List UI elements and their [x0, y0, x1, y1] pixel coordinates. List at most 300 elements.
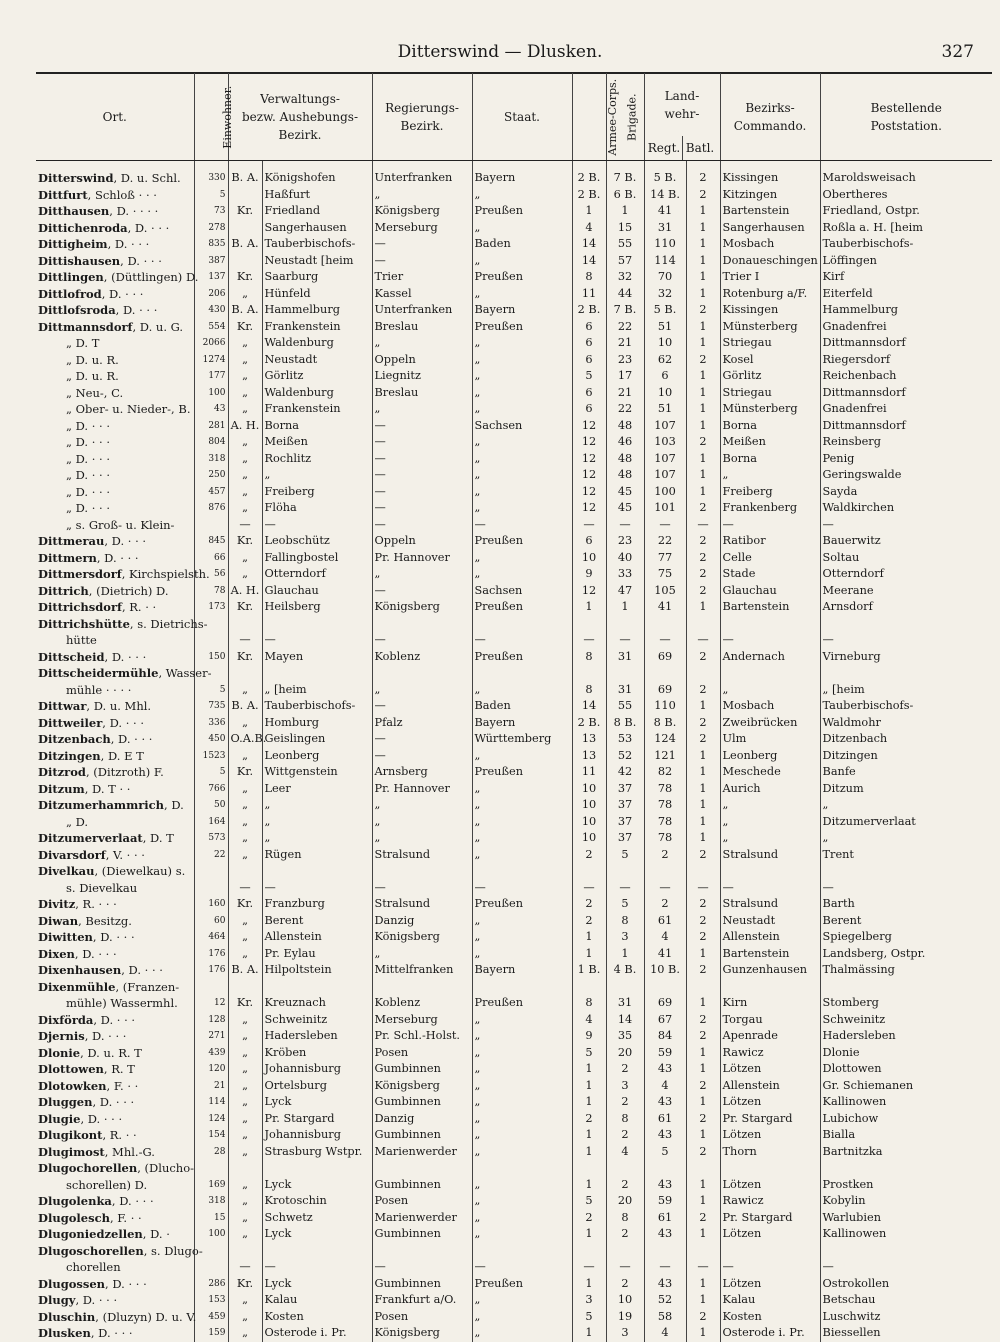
cell-ak: 11 [572, 286, 606, 303]
place-name: Dlottowen [38, 1062, 104, 1076]
cell-staat: Preußen [472, 533, 572, 550]
cell-ort [36, 830, 194, 847]
cell-staat: Preußen [472, 269, 572, 286]
place-name: Dittichenroda [38, 220, 128, 235]
cell-ak [572, 616, 606, 633]
cell-bc: Allenstein [720, 1078, 820, 1095]
cell-ak: 1 [572, 203, 606, 220]
place-type: , D. · · · [92, 1095, 135, 1109]
cell-ak: 2 [572, 896, 606, 913]
cell-rg: 59 [644, 1193, 686, 1210]
cell-bc: Borna [720, 451, 820, 468]
cell-ps: Ditzingen [820, 748, 992, 765]
table-row [36, 616, 992, 633]
place-type: , (Ditzroth) F. [85, 765, 164, 779]
cell-bez: Flöha [262, 500, 372, 517]
cell-bc: „ [720, 682, 820, 699]
cell-br: 20 [606, 1193, 644, 1210]
cell-rg [644, 616, 686, 633]
cell-ort [36, 1012, 194, 1029]
cell-staat: „ [472, 682, 572, 699]
cell-rg: 124 [644, 731, 686, 748]
cell-ort [36, 220, 194, 237]
cell-bt: 2 [686, 715, 720, 732]
place-name: Dlugimost [38, 1144, 105, 1159]
cell-staat: „ [472, 946, 572, 963]
cell-reg: — [372, 880, 472, 897]
cell-bc: „ [720, 814, 820, 831]
cell-ew [194, 880, 228, 897]
place-name: Dlotowken [38, 1078, 107, 1093]
cell-ort [36, 698, 194, 715]
place-type: , (Düttlingen) D. [103, 270, 199, 284]
cell-bez: Franzburg [262, 896, 372, 913]
cell-bt: 2 [686, 929, 720, 946]
place-type: , F. · · [106, 1078, 139, 1093]
cell-ort [36, 1259, 194, 1276]
cell-ort [36, 1078, 194, 1095]
cell-vw: „ [228, 929, 262, 946]
place-type: , D. [164, 798, 184, 812]
cell-staat: Preußen [472, 1276, 572, 1293]
cell-bt: 2 [686, 1111, 720, 1128]
cell-bez: Kosten [262, 1309, 372, 1326]
place-type: , D. · · · [80, 1111, 123, 1126]
cell-reg: „ [372, 566, 472, 583]
table-row [36, 550, 992, 567]
cell-vw: — [228, 880, 262, 897]
cell-ak: 10 [572, 797, 606, 814]
cell-reg: — [372, 500, 472, 517]
cell-ak: 13 [572, 731, 606, 748]
cell-rg: 75 [644, 566, 686, 583]
table-row [36, 1012, 992, 1029]
place-type: „ D. · · · [66, 418, 111, 433]
cell-rg: 10 B. [644, 962, 686, 979]
place-type: , R. · · · [75, 897, 117, 911]
cell-staat: „ [472, 1309, 572, 1326]
cell-ort [36, 599, 194, 616]
cell-vw [228, 220, 262, 237]
cell-bc: Bartenstein [720, 203, 820, 220]
col-header-ort: Ort. [102, 109, 127, 124]
cell-vw: „ [228, 434, 262, 451]
table-row [36, 187, 992, 204]
table-row [36, 1226, 992, 1243]
cell-reg: Posen [372, 1045, 472, 1062]
cell-ort [36, 1325, 194, 1342]
cell-rg: 5 [644, 1144, 686, 1161]
cell-staat: Preußen [472, 896, 572, 913]
cell-rg: 61 [644, 913, 686, 930]
cell-reg [372, 979, 472, 996]
cell-staat: Preußen [472, 995, 572, 1012]
cell-bc [720, 665, 820, 682]
cell-vw: „ [228, 484, 262, 501]
cell-staat: Sachsen [472, 583, 572, 600]
cell-ps: Schweinitz [820, 1012, 992, 1029]
cell-br: 2 [606, 1127, 644, 1144]
cell-staat: „ [472, 1325, 572, 1342]
cell-br: 2 [606, 1061, 644, 1078]
cell-vw [228, 1243, 262, 1260]
cell-ort [36, 1061, 194, 1078]
cell-vw: Kr. [228, 995, 262, 1012]
cell-ak: 10 [572, 781, 606, 798]
cell-ps: Dittmannsdorf [820, 385, 992, 402]
cell-bt [686, 1160, 720, 1177]
cell-bc: Thorn [720, 1144, 820, 1161]
cell-ps: Roßla a. H. [heim [820, 220, 992, 237]
cell-ak: 10 [572, 550, 606, 567]
cell-bc: Celle [720, 550, 820, 567]
cell-reg: Gumbinnen [372, 1094, 472, 1111]
table-row [36, 566, 992, 583]
cell-br: 5 [606, 847, 644, 864]
cell-ps: Reinsberg [820, 434, 992, 451]
place-type: , D. · · · [101, 286, 144, 301]
cell-br: 48 [606, 451, 644, 468]
place-type: mühle · · · · [66, 682, 132, 697]
cell-bez: Neustadt [262, 352, 372, 369]
cell-bez: Görlitz [262, 368, 372, 385]
cell-bez [262, 616, 372, 633]
cell-rg: 10 [644, 385, 686, 402]
cell-bc: Donaueschingen [720, 253, 820, 270]
cell-ak: 1 [572, 1226, 606, 1243]
cell-ps: Meerane [820, 583, 992, 600]
cell-br: 8 [606, 1210, 644, 1227]
cell-br: — [606, 517, 644, 534]
cell-bez: Homburg [262, 715, 372, 732]
cell-bez [262, 1243, 372, 1260]
cell-vw: „ [228, 1193, 262, 1210]
place-type: , Kirchspielsth. [121, 567, 210, 581]
cell-br: 48 [606, 467, 644, 484]
place-type: , D. · · · [84, 1029, 127, 1043]
table-row [36, 599, 992, 616]
cell-reg [372, 1243, 472, 1260]
place-type: s. Dievelkau [66, 880, 138, 895]
place-name: Dlugikont [38, 1128, 103, 1142]
cell-rg: 41 [644, 599, 686, 616]
cell-bt: — [686, 1259, 720, 1276]
cell-staat: Bayern [472, 160, 572, 187]
place-name: Dlugossen [38, 1276, 106, 1291]
table-row [36, 451, 992, 468]
cell-rg: 43 [644, 1094, 686, 1111]
cell-bt: 2 [686, 1078, 720, 1095]
cell-ak: 1 [572, 1325, 606, 1342]
table-row [36, 335, 992, 352]
cell-br: 33 [606, 566, 644, 583]
cell-br: 3 [606, 1078, 644, 1095]
cell-ort [36, 979, 194, 996]
cell-ort [36, 962, 194, 979]
cell-ak: — [572, 880, 606, 897]
cell-ps: Arnsdorf [820, 599, 992, 616]
cell-ort [36, 913, 194, 930]
cell-reg: — [372, 1259, 472, 1276]
table-row [36, 946, 992, 963]
cell-bt: 1 [686, 748, 720, 765]
cell-ort [36, 269, 199, 286]
table-row [36, 583, 992, 600]
cell-rg: 110 [644, 698, 686, 715]
cell-vw: B. A. [228, 236, 262, 253]
table-row [36, 1292, 992, 1309]
cell-vw: Kr. [228, 319, 262, 336]
cell-ort [36, 467, 194, 484]
cell-ak: 8 [572, 269, 606, 286]
cell-br: 44 [606, 286, 644, 303]
cell-vw: „ [228, 946, 262, 963]
cell-rg: 69 [644, 995, 686, 1012]
place-name: Dittlingen [38, 270, 104, 284]
table-row [36, 814, 992, 831]
cell-bez: Lyck [262, 1094, 372, 1111]
cell-bc: Bartenstein [720, 599, 820, 616]
cell-rg: 43 [644, 1061, 686, 1078]
cell-bez: Geislingen [262, 731, 372, 748]
cell-rg: 69 [644, 649, 686, 666]
cell-ort [36, 203, 194, 220]
cell-staat [472, 1160, 572, 1177]
cell-bc: — [720, 880, 820, 897]
cell-vw: „ [228, 385, 262, 402]
cell-rg: 61 [644, 1111, 686, 1128]
cell-bez: „ [262, 814, 372, 831]
cell-br: 31 [606, 682, 644, 699]
cell-bc: Bartenstein [720, 946, 820, 963]
cell-reg: Trier [372, 269, 472, 286]
cell-vw: „ [228, 814, 262, 831]
cell-ort [36, 1210, 194, 1227]
cell-bt: 1 [686, 599, 720, 616]
cell-reg: — [372, 517, 472, 534]
cell-ew: 28 [194, 1144, 228, 1161]
cell-ew: 15 [194, 1210, 228, 1227]
cell-ew: 336 [194, 715, 228, 732]
place-type: , (Franzen- [115, 979, 180, 994]
table-row [36, 896, 992, 913]
cell-ps: Maroldsweisach [820, 160, 992, 187]
cell-vw [228, 1160, 262, 1177]
cell-br: 21 [606, 335, 644, 352]
cell-staat: Sachsen [472, 418, 572, 435]
cell-ps: Bartnitzka [820, 1144, 992, 1161]
cell-bez [262, 863, 372, 880]
cell-bc: Apenrade [720, 1028, 820, 1045]
cell-bc: Kirn [720, 995, 820, 1012]
cell-reg: Kassel [372, 286, 472, 303]
place-name: Ditzrod [38, 765, 86, 779]
cell-bc: Lötzen [720, 1177, 820, 1194]
cell-reg: Merseburg [372, 1012, 472, 1029]
place-type: , D. · · · [110, 732, 153, 746]
cell-ew: 56 [194, 566, 228, 583]
cell-ps [820, 665, 992, 682]
cell-bc: Stralsund [720, 896, 820, 913]
place-type: , s. Dietrichs- [129, 616, 208, 631]
place-type: „ D. · · · [66, 435, 111, 449]
cell-bez: Schweinitz [262, 1012, 372, 1029]
cell-ps: Gr. Schiemanen [820, 1078, 992, 1095]
cell-ps: Dittmannsdorf [820, 335, 992, 352]
cell-staat: „ [472, 1193, 572, 1210]
cell-ak: 1 [572, 1144, 606, 1161]
table-row [36, 368, 992, 385]
cell-ak: 8 [572, 995, 606, 1012]
cell-bt: 1 [686, 484, 720, 501]
cell-vw: „ [228, 335, 262, 352]
cell-bt: 2 [686, 682, 720, 699]
cell-ew: 153 [194, 1292, 228, 1309]
cell-vw: — [228, 632, 262, 649]
cell-bez: Freiberg [262, 484, 372, 501]
cell-vw: B. A. [228, 698, 262, 715]
cell-bc: Mosbach [720, 236, 820, 253]
cell-staat: „ [472, 500, 572, 517]
table-row [36, 1309, 992, 1326]
cell-rg: 107 [644, 467, 686, 484]
cell-bt: 2 [686, 649, 720, 666]
cell-rg: — [644, 632, 686, 649]
cell-vw: „ [228, 1325, 262, 1342]
place-name: Dittmern [38, 550, 97, 565]
cell-vw: „ [228, 1127, 262, 1144]
cell-bt: 2 [686, 434, 720, 451]
cell-rg: 58 [644, 1309, 686, 1326]
cell-rg: 78 [644, 814, 686, 831]
table-row [36, 731, 992, 748]
cell-ew: 21 [194, 1078, 228, 1095]
place-name: Ditzum [38, 781, 85, 796]
cell-bt: 1 [686, 286, 720, 303]
cell-ps: Luschwitz [820, 1309, 992, 1326]
cell-ort [36, 1094, 194, 1111]
cell-ps: Biessellen [820, 1325, 992, 1342]
cell-bc: Ulm [720, 731, 820, 748]
cell-ak: 14 [572, 698, 606, 715]
cell-br: — [606, 880, 644, 897]
cell-ak: 12 [572, 467, 606, 484]
cell-ak: 6 [572, 319, 606, 336]
place-name: Dlonie [38, 1045, 81, 1060]
place-type: , V. · · · [105, 847, 145, 862]
cell-ps: Hammelburg [820, 302, 992, 319]
cell-bc: „ [720, 797, 820, 814]
place-name: Dittigheim [38, 237, 108, 251]
cell-bt: 1 [686, 698, 720, 715]
cell-br: 31 [606, 649, 644, 666]
table-row [36, 863, 992, 880]
cell-ew: 176 [194, 946, 228, 963]
cell-vw: „ [228, 1292, 262, 1309]
cell-staat: — [472, 517, 572, 534]
cell-ps: „ [heim [820, 682, 992, 699]
cell-ps: Banfe [820, 764, 992, 781]
cell-staat: Bayern [472, 715, 572, 732]
cell-bt: 1 [686, 1061, 720, 1078]
cell-rg: 107 [644, 451, 686, 468]
cell-rg: 77 [644, 550, 686, 567]
cell-rg: 61 [644, 1210, 686, 1227]
cell-bt: 2 [686, 847, 720, 864]
cell-ak: 12 [572, 418, 606, 435]
cell-ps: Spiegelberg [820, 929, 992, 946]
cell-br: 5 [606, 896, 644, 913]
cell-br: 15 [606, 220, 644, 237]
place-name: Dlugie [38, 1111, 81, 1126]
place-name: Ditthausen [38, 204, 110, 218]
cell-bc: Rawicz [720, 1045, 820, 1062]
place-name: Ditzingen [38, 748, 101, 763]
cell-reg: Pfalz [372, 715, 472, 732]
cell-br: 7 B. [606, 302, 644, 319]
cell-bez: Kröben [262, 1045, 372, 1062]
cell-br: 55 [606, 698, 644, 715]
cell-ps: Ditzumerverlaat [820, 814, 992, 831]
cell-bt: 1 [686, 1325, 720, 1342]
place-type: , D. · · · [105, 1276, 147, 1291]
place-name: Dittscheidermühle [38, 666, 159, 680]
cell-bc: Lötzen [720, 1276, 820, 1293]
cell-ort [36, 748, 194, 765]
cell-br: 1 [606, 946, 644, 963]
cell-bc: Kitzingen [720, 187, 820, 204]
page-number: 327 [941, 42, 974, 62]
table-row [36, 665, 992, 682]
place-type: mühle) Wassermhl. [66, 996, 178, 1010]
table-row [36, 1177, 992, 1194]
cell-ort [36, 319, 194, 336]
cell-ps: Trent [820, 847, 992, 864]
cell-bc: Torgau [720, 1012, 820, 1029]
cell-ort [36, 665, 212, 682]
cell-vw: „ [228, 467, 262, 484]
cell-ort [36, 500, 194, 517]
cell-ew: 845 [194, 533, 228, 550]
cell-ak: 1 [572, 929, 606, 946]
cell-br [606, 979, 644, 996]
cell-bc: Görlitz [720, 368, 820, 385]
cell-rg: 69 [644, 682, 686, 699]
cell-bez: Lyck [262, 1177, 372, 1194]
cell-staat: „ [472, 187, 572, 204]
cell-staat: „ [472, 401, 572, 418]
cell-ort [36, 1177, 194, 1194]
cell-bt: 1 [686, 467, 720, 484]
cell-reg: „ [372, 682, 472, 699]
place-type: , R. · · [121, 600, 157, 614]
place-name: Dittrichshütte [38, 616, 130, 631]
cell-ort [36, 764, 194, 781]
cell-bc: Gunzenhausen [720, 962, 820, 979]
cell-reg: Merseburg [372, 220, 472, 237]
cell-ak: 8 [572, 682, 606, 699]
cell-ps: Soltau [820, 550, 992, 567]
cell-ort [36, 302, 194, 319]
place-name: Dittscheid [38, 649, 105, 664]
cell-reg: Unterfranken [372, 160, 472, 187]
cell-bez: Rochlitz [262, 451, 372, 468]
cell-rg: 114 [644, 253, 686, 270]
cell-staat: „ [472, 368, 572, 385]
place-type: schorellen) D. [66, 1177, 148, 1192]
cell-ew: 766 [194, 781, 228, 798]
cell-bc: Meschede [720, 764, 820, 781]
